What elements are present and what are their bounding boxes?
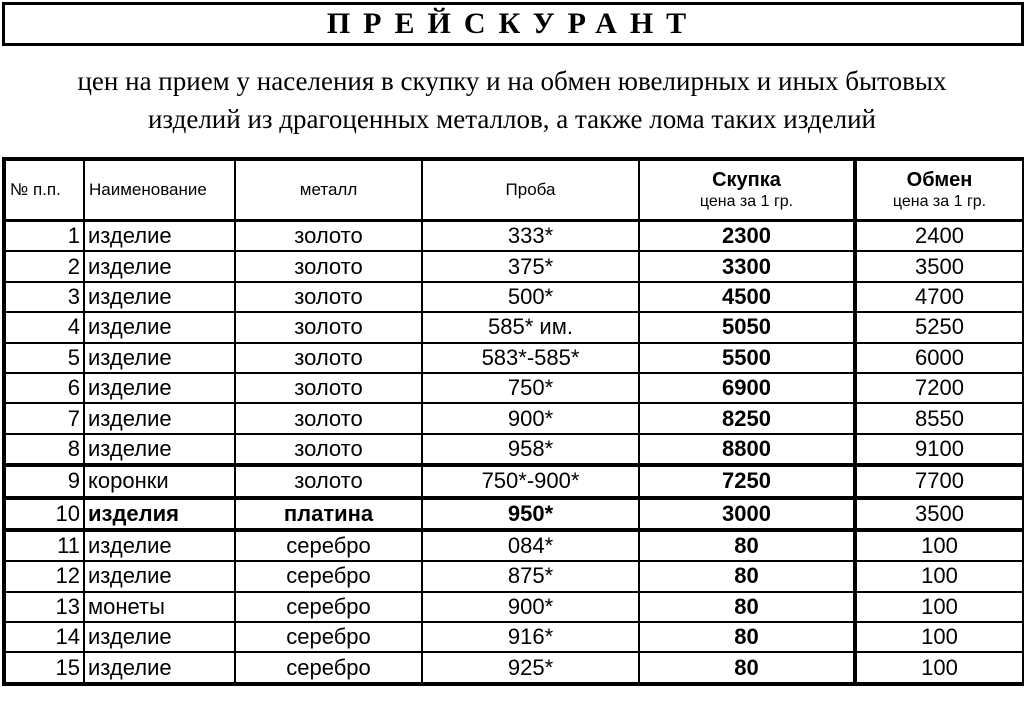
exchange-price: 3500 <box>855 498 1024 530</box>
column-header-exchange-subtitle: цена за 1 гр. <box>892 193 987 210</box>
buy-price: 6900 <box>639 373 855 403</box>
table-row <box>4 343 1024 373</box>
proba: 750*-900* <box>422 465 639 497</box>
proba: 958* <box>422 434 639 465</box>
buy-price: 8800 <box>639 434 855 465</box>
proba: 583*-585* <box>422 343 639 373</box>
exchange-price: 5250 <box>855 312 1024 342</box>
item-name: монеты <box>84 592 235 622</box>
table-row <box>4 592 1024 622</box>
metal: золото <box>235 434 422 465</box>
item-name: изделие <box>84 530 235 561</box>
row-number: 1 <box>4 221 84 252</box>
metal: серебро <box>235 530 422 561</box>
row-number: 14 <box>4 622 84 652</box>
proba: 900* <box>422 592 639 622</box>
table-row <box>4 465 1024 497</box>
row-number: 5 <box>4 343 84 373</box>
buy-price: 80 <box>639 622 855 652</box>
metal: серебро <box>235 592 422 622</box>
column-header-exchange-title: Обмен <box>906 169 973 191</box>
row-number: 8 <box>4 434 84 465</box>
exchange-price: 6000 <box>855 343 1024 373</box>
exchange-price: 2400 <box>855 221 1024 252</box>
table-row <box>4 434 1024 465</box>
buy-price: 80 <box>639 561 855 591</box>
row-number: 12 <box>4 561 84 591</box>
column-header-name: Наименование <box>84 159 235 221</box>
row-number: 6 <box>4 373 84 403</box>
buy-price: 80 <box>639 592 855 622</box>
exchange-price: 4700 <box>855 282 1024 312</box>
metal: платина <box>235 498 422 530</box>
buy-price: 80 <box>639 652 855 683</box>
metal: золото <box>235 282 422 312</box>
item-name: изделие <box>84 434 235 465</box>
proba: 084* <box>422 530 639 561</box>
proba: 925* <box>422 652 639 683</box>
column-header-buy-title: Скупка <box>712 169 781 191</box>
column-header-buy-subtitle: цена за 1 гр. <box>699 193 794 210</box>
exchange-price: 7700 <box>855 465 1024 497</box>
buy-price: 80 <box>639 530 855 561</box>
table-row <box>4 652 1024 683</box>
proba: 900* <box>422 403 639 433</box>
table-row <box>4 312 1024 342</box>
row-number: 10 <box>4 498 84 530</box>
column-header-buy <box>639 159 855 221</box>
buy-price: 5050 <box>639 312 855 342</box>
row-number: 7 <box>4 403 84 433</box>
table-row <box>4 373 1024 403</box>
metal: золото <box>235 221 422 252</box>
page-title <box>2 2 1024 46</box>
exchange-price: 100 <box>855 530 1024 561</box>
item-name: изделие <box>84 373 235 403</box>
item-name: изделие <box>84 282 235 312</box>
proba: 916* <box>422 622 639 652</box>
table-row <box>4 530 1024 561</box>
subtitle-line-1: цен на прием у населения в скупку и на обмен ювелирных и иных бытовых <box>77 66 947 96</box>
column-header-metal: металл <box>235 159 422 221</box>
price-table-body <box>4 221 1024 684</box>
proba: 333* <box>422 221 639 252</box>
proba: 375* <box>422 251 639 281</box>
row-number: 15 <box>4 652 84 683</box>
row-number: 2 <box>4 251 84 281</box>
table-row <box>4 251 1024 281</box>
proba: 750* <box>422 373 639 403</box>
table-row <box>4 403 1024 433</box>
item-name: изделие <box>84 561 235 591</box>
buy-price: 5500 <box>639 343 855 373</box>
metal: золото <box>235 465 422 497</box>
item-name: изделия <box>84 498 235 530</box>
exchange-price: 8550 <box>855 403 1024 433</box>
price-table-header <box>4 159 1024 221</box>
price-table <box>2 157 1024 686</box>
buy-price: 4500 <box>639 282 855 312</box>
exchange-price: 7200 <box>855 373 1024 403</box>
row-number: 11 <box>4 530 84 561</box>
metal: серебро <box>235 561 422 591</box>
subtitle-line-2: изделий из драгоценных металлов, а также лома таких изделий <box>147 104 877 134</box>
column-header-number: № п.п. <box>4 159 84 221</box>
item-name: изделие <box>84 221 235 252</box>
metal: золото <box>235 251 422 281</box>
buy-price: 8250 <box>639 403 855 433</box>
metal: серебро <box>235 652 422 683</box>
table-row <box>4 282 1024 312</box>
page-title-text: ПРЕЙСКУРАНТ <box>326 7 700 40</box>
metal: золото <box>235 373 422 403</box>
exchange-price: 100 <box>855 622 1024 652</box>
row-number: 4 <box>4 312 84 342</box>
column-header-exchange <box>855 159 1024 221</box>
item-name: коронки <box>84 465 235 497</box>
table-row <box>4 221 1024 252</box>
item-name: изделие <box>84 251 235 281</box>
exchange-price: 100 <box>855 561 1024 591</box>
exchange-price: 100 <box>855 592 1024 622</box>
column-header-proba: Проба <box>422 159 639 221</box>
table-row <box>4 498 1024 530</box>
metal: серебро <box>235 622 422 652</box>
item-name: изделие <box>84 652 235 683</box>
metal: золото <box>235 343 422 373</box>
buy-price: 3000 <box>639 498 855 530</box>
page-subtitle <box>0 62 1024 138</box>
proba: 950* <box>422 498 639 530</box>
item-name: изделие <box>84 312 235 342</box>
row-number: 9 <box>4 465 84 497</box>
exchange-price: 100 <box>855 652 1024 683</box>
proba: 875* <box>422 561 639 591</box>
proba: 500* <box>422 282 639 312</box>
buy-price: 2300 <box>639 221 855 252</box>
table-row <box>4 561 1024 591</box>
item-name: изделие <box>84 343 235 373</box>
header-row <box>4 159 1024 221</box>
exchange-price: 9100 <box>855 434 1024 465</box>
item-name: изделие <box>84 622 235 652</box>
buy-price: 7250 <box>639 465 855 497</box>
exchange-price: 3500 <box>855 251 1024 281</box>
row-number: 13 <box>4 592 84 622</box>
item-name: изделие <box>84 403 235 433</box>
metal: золото <box>235 403 422 433</box>
metal: золото <box>235 312 422 342</box>
proba: 585* им. <box>422 312 639 342</box>
buy-price: 3300 <box>639 251 855 281</box>
table-row <box>4 622 1024 652</box>
row-number: 3 <box>4 282 84 312</box>
